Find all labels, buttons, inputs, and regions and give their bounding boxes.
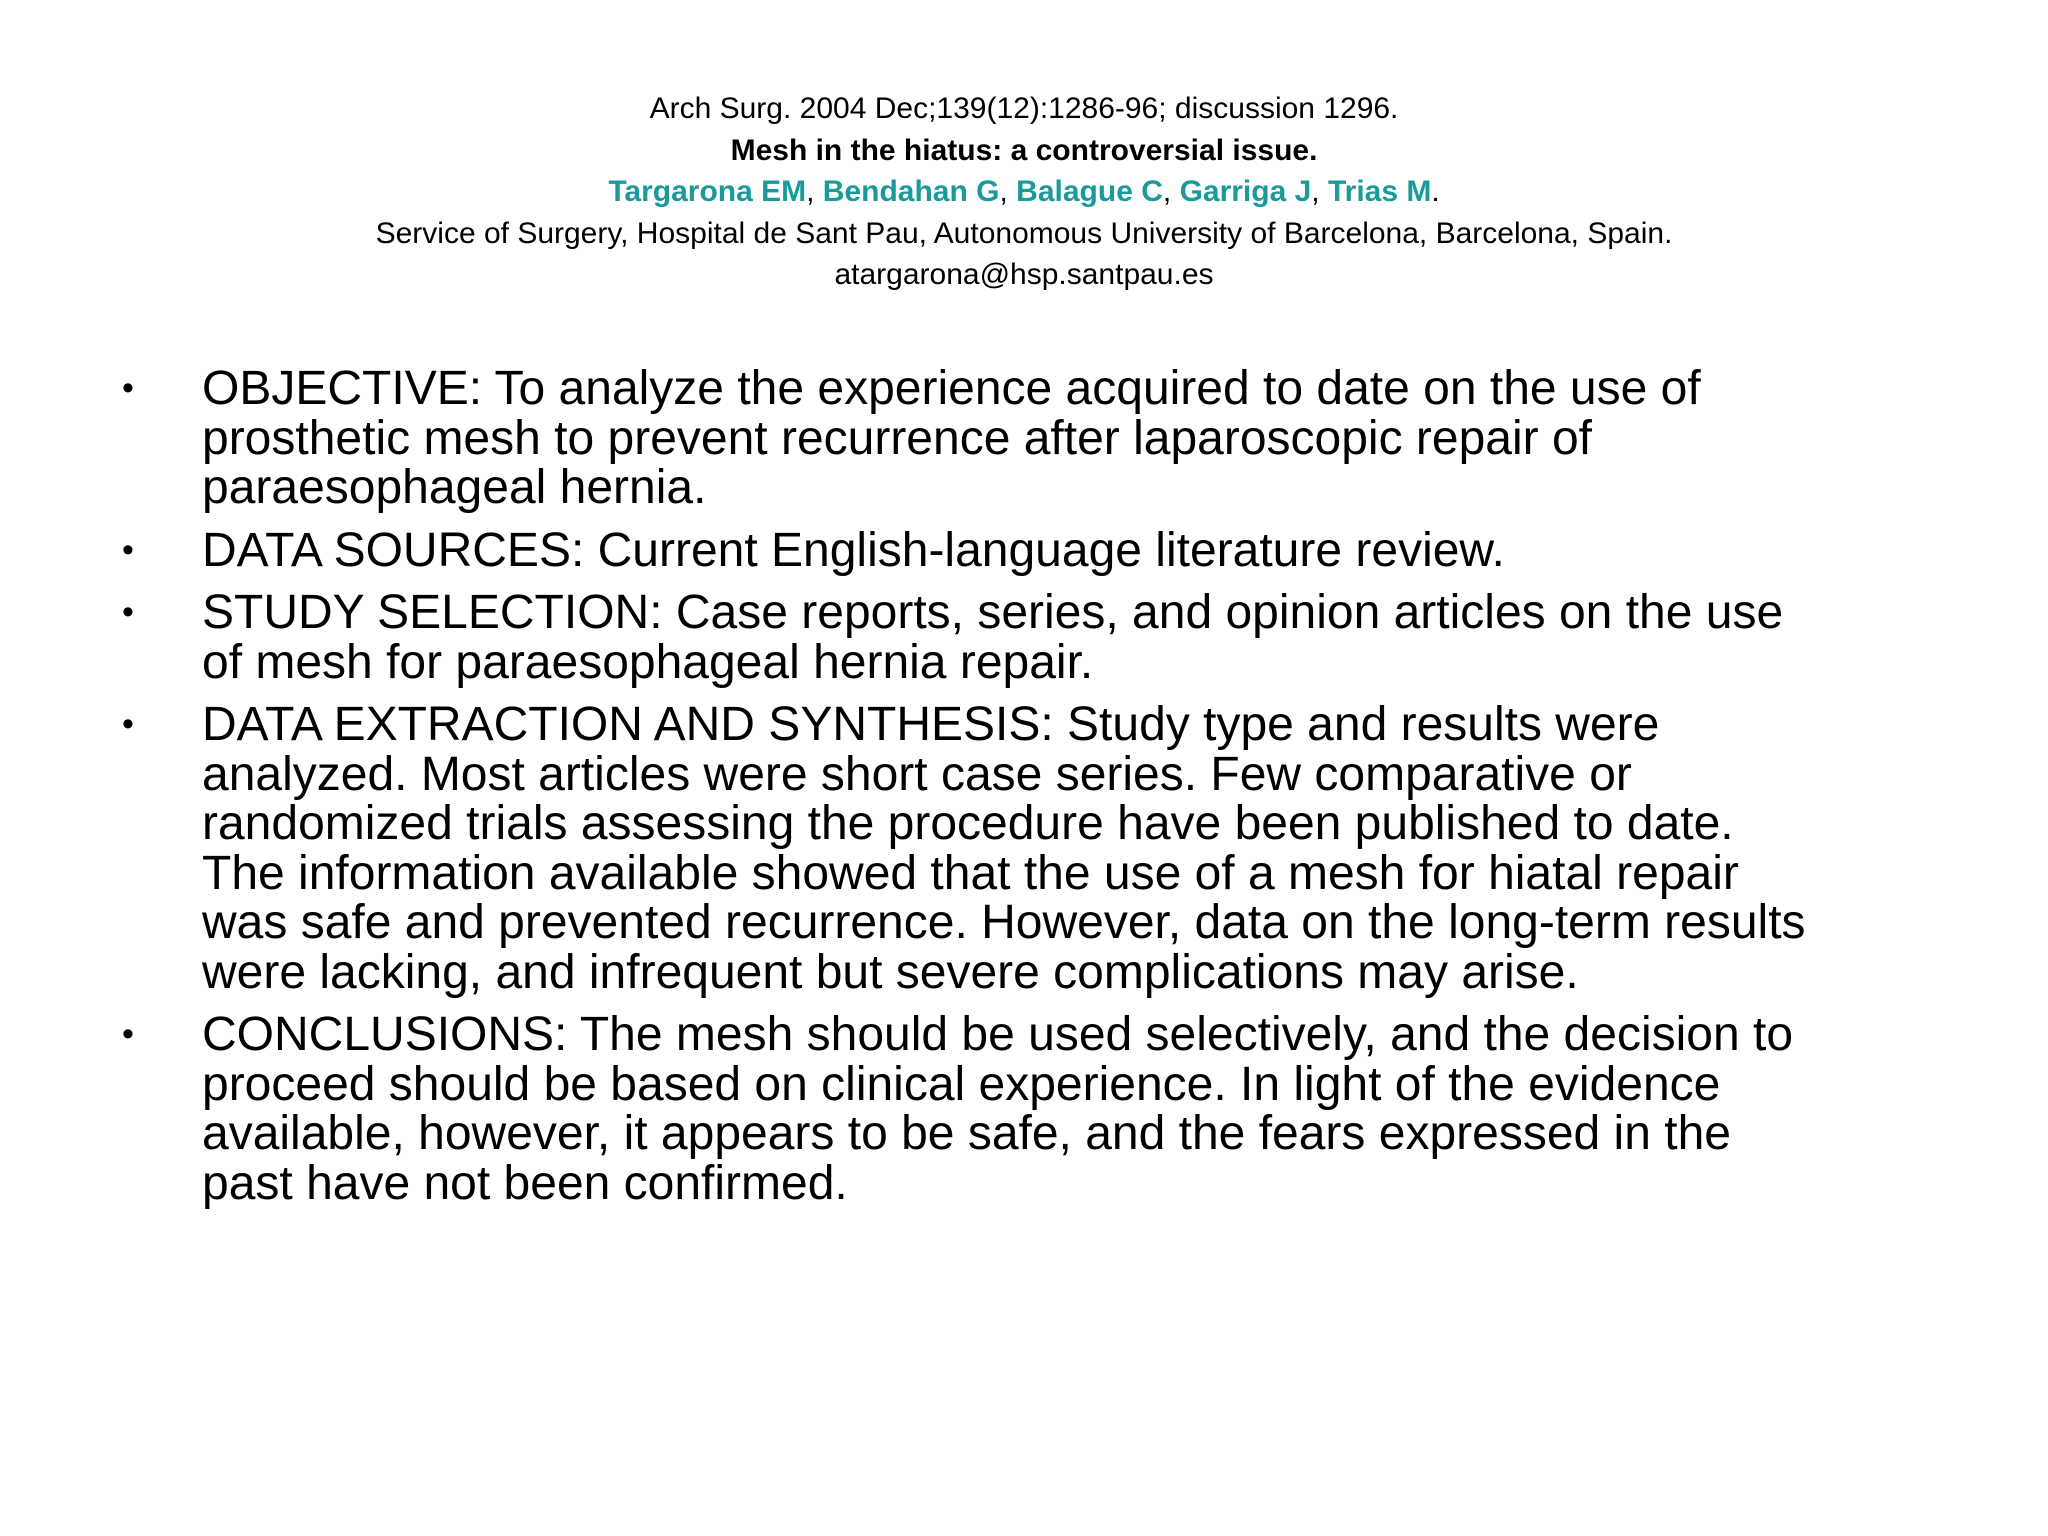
author-list — [0, 171, 2048, 213]
author-separator: , — [999, 175, 1017, 208]
section-text-line: DATA SOURCES: Current English-language literature review. — [202, 523, 1505, 577]
abstract-bullet-list — [120, 364, 2000, 1221]
article-title: Mesh in the hiatus: a controversial issue. — [730, 133, 1318, 167]
bullet-icon: • — [122, 705, 134, 743]
author-link[interactable]: Balague C — [1016, 175, 1163, 208]
author-link[interactable]: Trias M — [1327, 175, 1432, 208]
bullet-icon: • — [122, 593, 134, 631]
journal-citation: Arch Surg. 2004 Dec;139(12):1286-96; discussion 1296. — [649, 92, 1399, 125]
section-text-line: proceed should be based on clinical experience. In light of the evidence — [202, 1057, 1721, 1111]
bullet-icon: • — [122, 530, 134, 569]
author-link[interactable]: Garriga J — [1179, 175, 1312, 208]
bullet-icon: • — [122, 1015, 134, 1053]
email-address: atargarona@hsp.santpau.es — [834, 258, 1214, 291]
section-text-line: randomized trials assessing the procedure have been published to date. — [202, 797, 1734, 850]
author-separator: , — [806, 175, 823, 208]
section-text-line: past have not been confirmed. — [202, 1156, 848, 1210]
author-link[interactable]: Bendahan G — [822, 175, 1000, 208]
abstract-section — [120, 523, 2000, 577]
author-separator: , — [1162, 175, 1180, 208]
abstract-section — [120, 364, 2000, 513]
affiliation: Service of Surgery, Hospital de Sant Pau, Autonomous University of Barcelona, Barcelona, Spain. — [375, 216, 1673, 250]
section-text-line: OBJECTIVE: To analyze the experience acquired to date on the use of — [202, 362, 1701, 415]
section-text-line: of mesh for paraesophageal hernia repair. — [202, 635, 1094, 689]
section-text-line: analyzed. Most articles were short case series. Few comparative or — [202, 747, 1632, 801]
authors-end-period: . — [1431, 175, 1440, 208]
abstract-section — [120, 588, 2000, 687]
section-text-line: prosthetic mesh to prevent recurrence after laparoscopic repair of — [202, 411, 1593, 465]
section-text-line: The information available showed that the use of a mesh for hiatal repair — [202, 846, 1739, 900]
author-link[interactable]: Targarona EM — [608, 175, 807, 208]
section-text-line: were lacking, and infrequent but severe complications may arise. — [202, 945, 1579, 999]
abstract-section — [120, 700, 2000, 997]
citation-header — [0, 88, 2048, 296]
author-separator: , — [1311, 175, 1328, 208]
section-text-line: available, however, it appears to be safe, and the fears expressed in the — [202, 1107, 1731, 1160]
bullet-icon: • — [122, 369, 134, 407]
section-text-line: was safe and prevented recurrence. However, data on the long-term results — [202, 896, 1806, 949]
section-text-line: STUDY SELECTION: Case reports, series, and opinion articles on the use — [202, 586, 1784, 639]
section-text-line: paraesophageal hernia. — [202, 461, 707, 514]
abstract-section — [120, 1010, 2000, 1208]
section-text-line: CONCLUSIONS: The mesh should be used selectively, and the decision to — [202, 1008, 1794, 1061]
section-text-line: DATA EXTRACTION AND SYNTHESIS: Study type and results were — [202, 698, 1660, 751]
